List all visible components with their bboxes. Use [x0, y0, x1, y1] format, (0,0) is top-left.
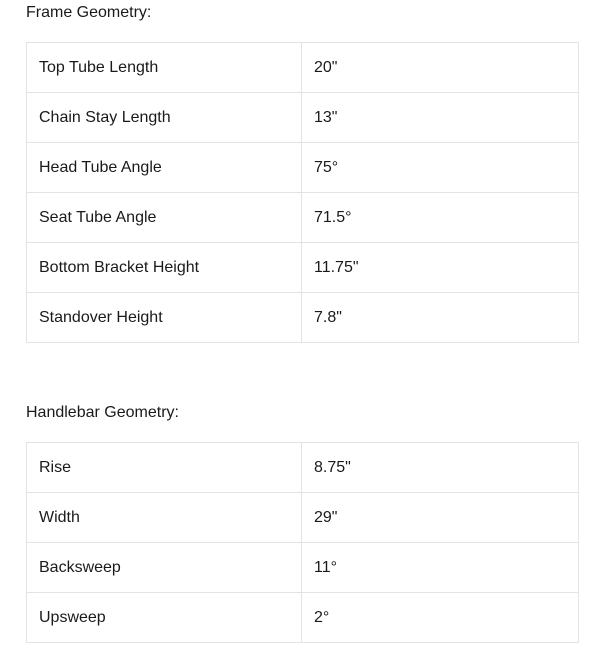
spec-value: 75° [302, 143, 579, 193]
table-row [27, 593, 579, 643]
spec-value: 29" [302, 493, 579, 543]
spec-value: 11° [302, 543, 579, 593]
table-row [27, 293, 579, 343]
table-row [27, 243, 579, 293]
table-row [27, 443, 579, 493]
spec-label: Rise [27, 443, 302, 493]
spec-label: Top Tube Length [27, 43, 302, 93]
table-row [27, 493, 579, 543]
spec-label: Backsweep [27, 543, 302, 593]
handlebar-geometry-table [26, 442, 579, 643]
spec-label: Head Tube Angle [27, 143, 302, 193]
spec-value: 7.8" [302, 293, 579, 343]
spec-value: 11.75" [302, 243, 579, 293]
table-row [27, 193, 579, 243]
table-row [27, 43, 579, 93]
table-row [27, 143, 579, 193]
spec-label: Bottom Bracket Height [27, 243, 302, 293]
handlebar-geometry-heading: Handlebar Geometry: [26, 404, 179, 421]
spec-label: Upsweep [27, 593, 302, 643]
spec-label: Seat Tube Angle [27, 193, 302, 243]
spec-label: Width [27, 493, 302, 543]
spec-value: 20" [302, 43, 579, 93]
spec-value: 71.5° [302, 193, 579, 243]
table-row [27, 543, 579, 593]
table-row [27, 93, 579, 143]
spec-label: Chain Stay Length [27, 93, 302, 143]
spec-value: 2° [302, 593, 579, 643]
spec-value: 13" [302, 93, 579, 143]
frame-geometry-table [26, 42, 579, 343]
spec-label: Standover Height [27, 293, 302, 343]
spec-value: 8.75" [302, 443, 579, 493]
frame-geometry-heading: Frame Geometry: [26, 4, 152, 21]
